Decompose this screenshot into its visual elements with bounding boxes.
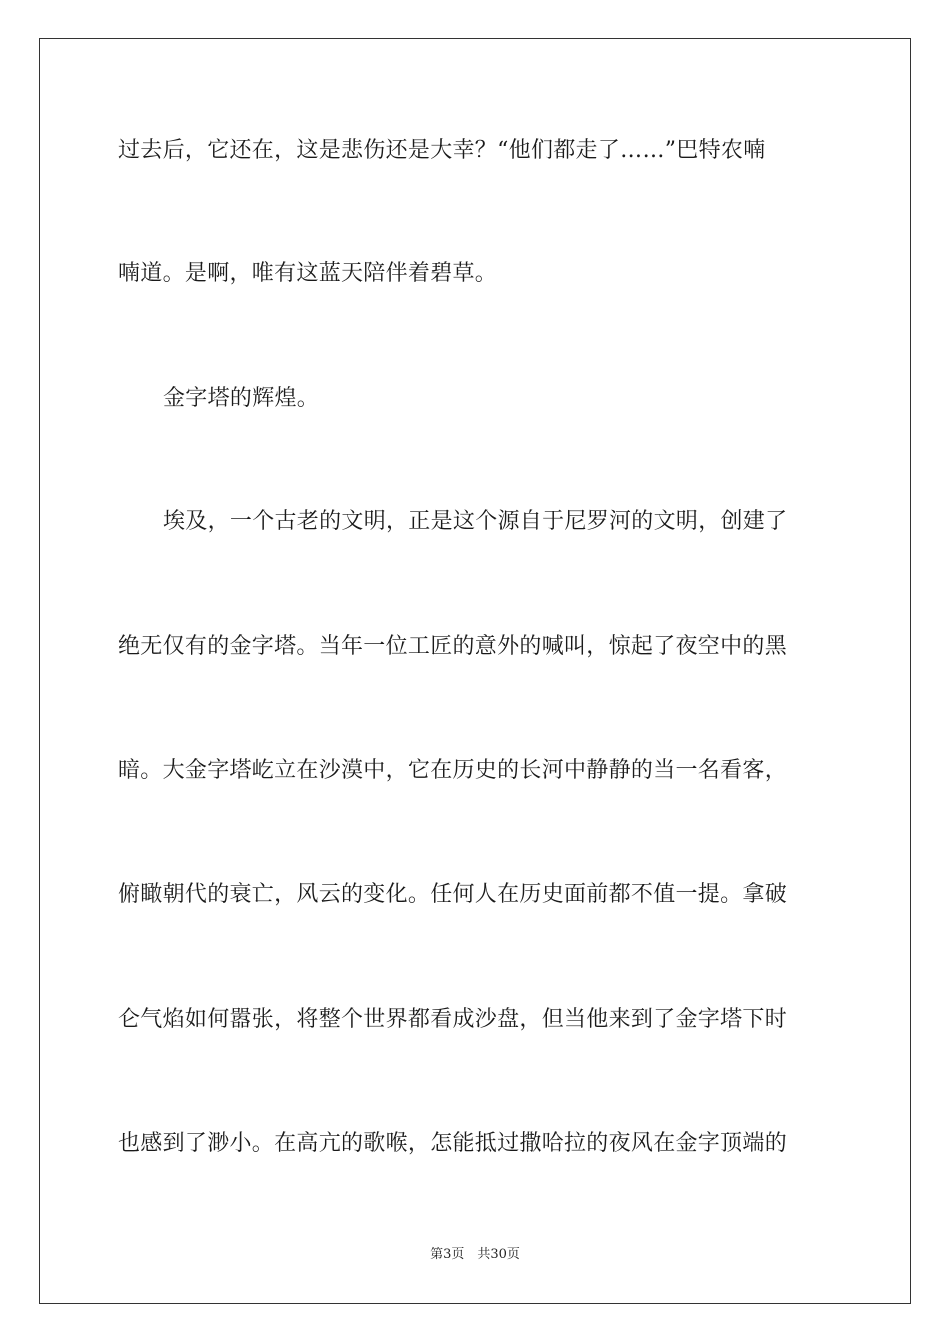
paragraph-line: 仑气焰如何嚣张，将整个世界都看成沙盘，但当他来到了金字塔下时 [118, 1007, 788, 1032]
paragraph-line: 也感到了渺小。在高亢的歌喉，怎能抵过撒哈拉的夜风在金字顶端的 [118, 1131, 788, 1156]
page-border [39, 38, 911, 1304]
paragraph-line: 暗。大金字塔屹立在沙漠中，它在历史的长河中静静的当一名看客， [118, 758, 788, 783]
paragraph-line: 埃及，一个古老的文明，正是这个源自于尼罗河的文明，创建了 [163, 509, 788, 534]
paragraph-line: 喃道。是啊，唯有这蓝天陪伴着碧草。 [118, 261, 498, 286]
page-number-footer: 第3页 共30页 [430, 1247, 520, 1262]
paragraph-line: 俯瞰朝代的衰亡，风云的变化。任何人在历史面前都不值一提。拿破 [118, 882, 788, 907]
section-heading: 金字塔的辉煌。 [163, 386, 320, 411]
paragraph-line: 过去后，它还在，这是悲伤还是大幸？“他们都走了……”巴特农喃 [118, 138, 766, 163]
paragraph-line: 绝无仅有的金字塔。当年一位工匠的意外的喊叫，惊起了夜空中的黑 [118, 634, 788, 659]
